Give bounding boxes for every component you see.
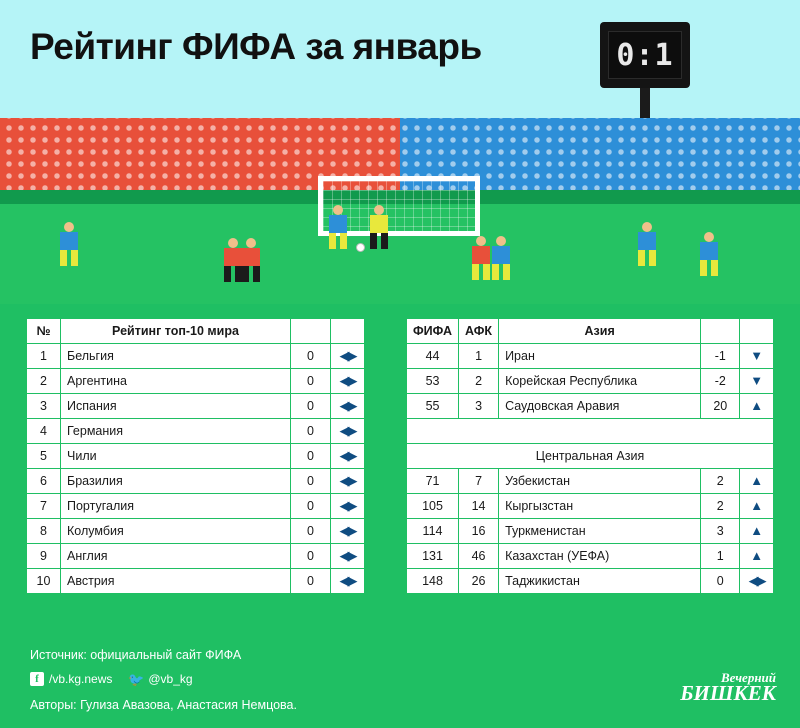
- delta-cell: -1: [701, 344, 740, 369]
- country-cell: Англия: [61, 544, 291, 569]
- facebook-handle: /vb.kg.news: [49, 672, 113, 686]
- delta-cell: 0: [291, 394, 331, 419]
- player-figure: [327, 205, 349, 249]
- score-value: 0:1: [616, 37, 674, 73]
- trend-cell: [331, 494, 365, 519]
- delta-cell: 20: [701, 394, 740, 419]
- trend-down-icon: ▼: [750, 348, 764, 363]
- player-figure: [240, 238, 262, 282]
- table-row: [27, 419, 365, 444]
- trend-cell: [331, 469, 365, 494]
- country-cell: Аргентина: [61, 369, 291, 394]
- trend-same-icon: ◀▶: [339, 373, 356, 388]
- trend-cell: [740, 394, 774, 419]
- delta-cell: 2: [701, 494, 740, 519]
- table-row: [27, 444, 365, 469]
- country-cell: Германия: [61, 419, 291, 444]
- delta-cell: 0: [291, 469, 331, 494]
- trend-cell: [740, 494, 774, 519]
- source-text: Источник: официальный сайт ФИФА: [30, 648, 242, 662]
- table-row: [407, 344, 774, 369]
- rank-cell: 7: [27, 494, 61, 519]
- logo-line-1: Вечерний: [720, 670, 776, 685]
- authors-text: Авторы: Гулиза Авазова, Анастасия Немцова.: [30, 698, 297, 712]
- country-cell: Португалия: [61, 494, 291, 519]
- trend-same-icon: ◀▶: [339, 448, 356, 463]
- afc-rank-cell: 1: [459, 344, 499, 369]
- fifa-rank-cell: 114: [407, 519, 459, 544]
- twitter-handle: @vb_kg: [148, 672, 193, 686]
- column-header-title: Рейтинг топ-10 мира: [61, 319, 291, 344]
- table-row: [407, 369, 774, 394]
- footer: [0, 636, 800, 728]
- trend-cell: [740, 344, 774, 369]
- afc-rank-cell: 7: [459, 469, 499, 494]
- trend-cell: [740, 569, 774, 594]
- table-row: [27, 494, 365, 519]
- trend-up-icon: ▲: [750, 548, 764, 563]
- ball-icon: [356, 243, 365, 252]
- afc-rank-cell: 26: [459, 569, 499, 594]
- table-row: [407, 494, 774, 519]
- player-figure: [58, 222, 80, 266]
- trend-cell: [740, 544, 774, 569]
- goalkeeper-figure: [368, 205, 390, 249]
- table-row: [27, 569, 365, 594]
- afc-rank-cell: 46: [459, 544, 499, 569]
- country-cell: Узбекистан: [499, 469, 701, 494]
- trend-up-icon: ▲: [750, 398, 764, 413]
- trend-up-icon: ▲: [750, 523, 764, 538]
- rank-cell: 6: [27, 469, 61, 494]
- player-figure: [698, 232, 720, 276]
- table-row: [407, 544, 774, 569]
- delta-cell: 2: [701, 469, 740, 494]
- fifa-rank-cell: 44: [407, 344, 459, 369]
- delta-cell: 0: [291, 419, 331, 444]
- afc-rank-cell: 3: [459, 394, 499, 419]
- table-row: [27, 544, 365, 569]
- table-row: [27, 344, 365, 369]
- trend-cell: [740, 469, 774, 494]
- trend-up-icon: ▲: [750, 473, 764, 488]
- country-cell: Саудовская Аравия: [499, 394, 701, 419]
- scoreboard: [600, 22, 690, 88]
- trend-cell: [331, 544, 365, 569]
- scoreboard-screen: [608, 31, 682, 79]
- trend-cell: [331, 369, 365, 394]
- country-cell: Чили: [61, 444, 291, 469]
- asia-table: [406, 318, 774, 594]
- table-row: [27, 369, 365, 394]
- player-figure: [490, 236, 512, 280]
- table-row: [27, 469, 365, 494]
- country-cell: Испания: [61, 394, 291, 419]
- delta-cell: 0: [291, 519, 331, 544]
- country-cell: Австрия: [61, 569, 291, 594]
- facebook-link[interactable]: [30, 672, 112, 686]
- trend-cell: [740, 519, 774, 544]
- column-header-delta: [291, 319, 331, 344]
- publisher-logo: [680, 672, 776, 704]
- world-top10-table: [26, 318, 396, 594]
- country-cell: Таджикистан: [499, 569, 701, 594]
- afc-rank-cell: 14: [459, 494, 499, 519]
- table-row: [407, 519, 774, 544]
- facebook-icon: f: [30, 672, 44, 686]
- afc-rank-cell: 2: [459, 369, 499, 394]
- trend-cell: [331, 394, 365, 419]
- delta-cell: 3: [701, 519, 740, 544]
- rank-cell: 10: [27, 569, 61, 594]
- trend-cell: [740, 369, 774, 394]
- subheader-label: Центральная Азия: [407, 444, 774, 469]
- table-subheader-row: [407, 444, 774, 469]
- column-header-delta: [701, 319, 740, 344]
- rank-cell: 8: [27, 519, 61, 544]
- delta-cell: 0: [291, 344, 331, 369]
- page-title: Рейтинг ФИФА за январь: [30, 26, 482, 67]
- trend-same-icon: ◀▶: [339, 398, 356, 413]
- column-header-trend: [331, 319, 365, 344]
- column-header-rank: №: [27, 319, 61, 344]
- trend-cell: [331, 344, 365, 369]
- player-figure: [636, 222, 658, 266]
- rank-cell: 4: [27, 419, 61, 444]
- fifa-rank-cell: 105: [407, 494, 459, 519]
- trend-cell: [331, 519, 365, 544]
- table-row: [27, 519, 365, 544]
- social-links: [30, 672, 193, 686]
- trend-same-icon: ◀▶: [339, 548, 356, 563]
- trend-cell: [331, 419, 365, 444]
- trend-down-icon: ▼: [750, 373, 764, 388]
- trend-same-icon: ◀▶: [339, 498, 356, 513]
- twitter-link[interactable]: [128, 672, 192, 686]
- trend-cell: [331, 569, 365, 594]
- fifa-rank-cell: 53: [407, 369, 459, 394]
- table-spacer: [407, 419, 774, 444]
- table-row: [27, 394, 365, 419]
- column-header-trend: [740, 319, 774, 344]
- delta-cell: 0: [291, 444, 331, 469]
- trend-up-icon: ▲: [750, 498, 764, 513]
- country-cell: Иран: [499, 344, 701, 369]
- trend-same-icon: ◀▶: [339, 423, 356, 438]
- country-cell: Туркменистан: [499, 519, 701, 544]
- rank-cell: 9: [27, 544, 61, 569]
- column-header-fifa: ФИФА: [407, 319, 459, 344]
- player-figure: [470, 236, 492, 280]
- delta-cell: 0: [701, 569, 740, 594]
- table-row: [407, 394, 774, 419]
- delta-cell: 0: [291, 544, 331, 569]
- afc-rank-cell: 16: [459, 519, 499, 544]
- fifa-rank-cell: 55: [407, 394, 459, 419]
- twitter-icon: 🐦: [128, 671, 145, 687]
- rank-cell: 3: [27, 394, 61, 419]
- country-cell: Колумбия: [61, 519, 291, 544]
- delta-cell: 1: [701, 544, 740, 569]
- trend-cell: [331, 444, 365, 469]
- logo-line-2: БИШКЕК: [680, 681, 776, 706]
- rank-cell: 5: [27, 444, 61, 469]
- rank-cell: 1: [27, 344, 61, 369]
- column-header-afc: АФК: [459, 319, 499, 344]
- delta-cell: -2: [701, 369, 740, 394]
- country-cell: Кыргызстан: [499, 494, 701, 519]
- column-header-region: Азия: [499, 319, 701, 344]
- table-header-row: [27, 319, 365, 344]
- scoreboard-pole: [640, 88, 650, 122]
- trend-same-icon: ◀▶: [339, 348, 356, 363]
- trend-same-icon: ◀▶: [339, 473, 356, 488]
- header-banner: [0, 0, 800, 118]
- delta-cell: 0: [291, 369, 331, 394]
- fifa-rank-cell: 131: [407, 544, 459, 569]
- trend-same-icon: ◀▶: [339, 523, 356, 538]
- fifa-rank-cell: 71: [407, 469, 459, 494]
- country-cell: Бразилия: [61, 469, 291, 494]
- country-cell: Казахстан (УЕФА): [499, 544, 701, 569]
- delta-cell: 0: [291, 494, 331, 519]
- country-cell: Бельгия: [61, 344, 291, 369]
- fifa-rank-cell: 148: [407, 569, 459, 594]
- country-cell: Корейская Республика: [499, 369, 701, 394]
- table-row: [407, 469, 774, 494]
- table-row: [407, 569, 774, 594]
- trend-same-icon: ◀▶: [339, 573, 356, 588]
- rank-cell: 2: [27, 369, 61, 394]
- table-header-row: [407, 319, 774, 344]
- trend-same-icon: ◀▶: [748, 573, 765, 588]
- delta-cell: 0: [291, 569, 331, 594]
